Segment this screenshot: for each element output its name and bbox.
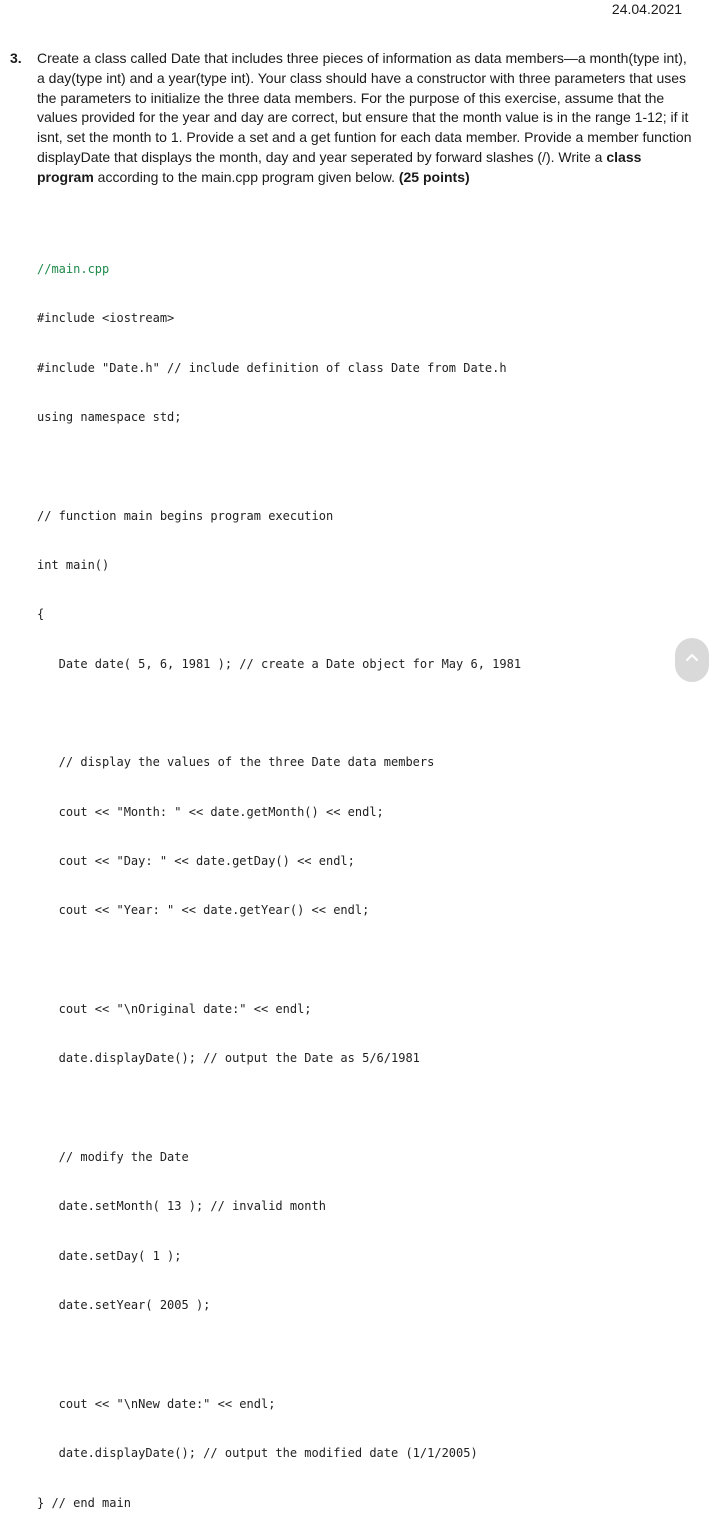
code-line: cout << "\nOriginal date:" << endl;	[37, 1002, 312, 1017]
code-block	[37, 228, 521, 1527]
code-line: cout << "Month: " << date.getMonth() << endl;	[37, 804, 384, 819]
code-line	[37, 1100, 521, 1116]
code-line: cout << "Year: " << date.getYear() << endl;	[37, 903, 370, 918]
question-text-bold-class-program: class program	[37, 148, 642, 185]
code-line: date.setMonth( 13 ); // invalid month	[37, 1199, 326, 1214]
question-text-part1: Create a class called Date that includes three pieces of information as data members—a month(type int), a day(type int) and a year(type int). Your class should have a constructor with three parameters that uses the parameters to initialize the three data members. For the purpose of this exercise, assume that the values provided for the year and day are correct, but ensure that the month value is in the range 1-12; if it isnt, set the month to 1. Provide a set and a get funtion for each data member. Provide a member function displayDate that displays the month, day and year seperated by forward slashes (/). Write a	[37, 50, 692, 165]
code-line: // modify the Date	[37, 1150, 189, 1165]
code-line: using namespace std;	[37, 409, 182, 424]
date-stamp: 24.04.2021	[611, 1, 682, 17]
code-line: cout << "\nNew date:" << endl;	[37, 1396, 276, 1411]
code-line: date.displayDate(); // output the Date as 5/6/1981	[37, 1051, 420, 1066]
question-text	[37, 49, 697, 188]
chevron-up-icon	[685, 652, 699, 662]
question-points: (25 points)	[398, 168, 470, 185]
code-line	[37, 705, 521, 721]
code-line: {	[37, 607, 45, 622]
question-number: 3.	[10, 50, 22, 66]
code-line: //main.cpp	[37, 261, 110, 276]
code-line	[37, 1346, 521, 1362]
code-line: // function main begins program execution	[37, 508, 334, 523]
code-line: } // end main	[37, 1495, 131, 1510]
code-line: date.setDay( 1 );	[37, 1248, 182, 1263]
code-line: int main()	[37, 557, 110, 572]
code-line	[37, 458, 521, 474]
code-line: // display the values of the three Date data members	[37, 755, 435, 770]
code-line: date.displayDate(); // output the modified date (1/1/2005)	[37, 1446, 478, 1461]
code-line: #include <iostream>	[37, 311, 175, 326]
scroll-to-top-button[interactable]	[675, 638, 709, 682]
code-line: cout << "Day: " << date.getDay() << endl;	[37, 854, 355, 869]
question-text-part2: according to the main.cpp program given below.	[93, 168, 399, 185]
code-line	[37, 952, 521, 968]
code-line: #include "Date.h" // include definition of class Date from Date.h	[37, 360, 507, 375]
code-line: Date date( 5, 6, 1981 ); // create a Date object for May 6, 1981	[37, 656, 522, 671]
code-line: date.setYear( 2005 );	[37, 1298, 211, 1313]
